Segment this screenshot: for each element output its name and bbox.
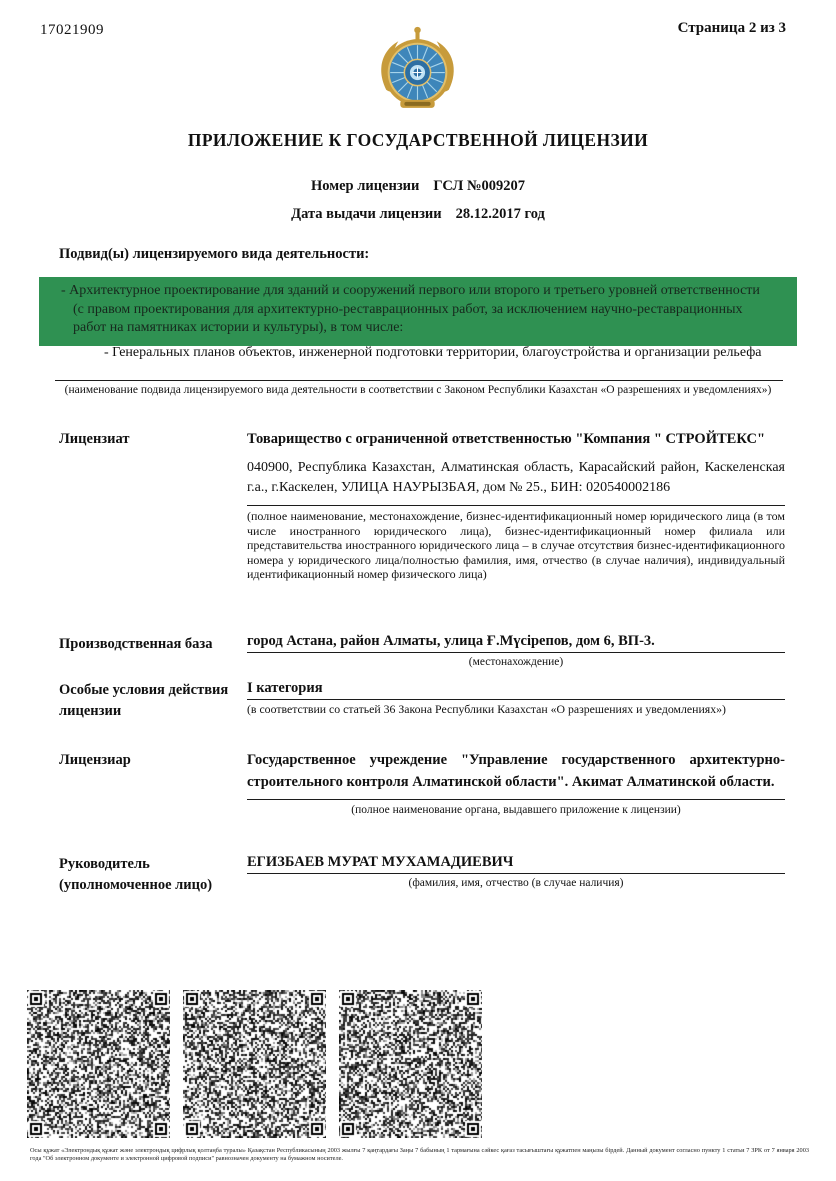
qr-code (183, 990, 326, 1138)
subtypes-heading: Подвид(ы) лицензируемого вида деятельности: (59, 246, 370, 262)
licensee-value (247, 429, 785, 582)
qr-code (27, 990, 170, 1138)
license-number-line (0, 178, 836, 195)
license-date-label: Дата выдачи лицензии (291, 206, 442, 222)
special-conditions-category: I категория (247, 680, 785, 700)
page-title: ПРИЛОЖЕНИЕ К ГОСУДАРСТВЕННОЙ ЛИЦЕНЗИИ (187, 130, 649, 150)
licensee-label: Лицензиат (59, 431, 130, 447)
legal-disclaimer: Осы құжат «Электрондық құжат және электрондық цифрлық қолтаңба туралы» Қазақстан Республикасының 2003 жылғы 7 қаңтардағы Заңы 7 бабының 1 тармағына сәйкес қағаз тасығыштағы құжатпен маңызы бірдей. Данный документ согласно пункту 1 статьи 7 ЗРК от 7 января 2003 года "Об электронном документе и электронной цифровой подписи" равнозначен документу на бумажном носителе. (30, 1147, 809, 1163)
head-person-value (247, 854, 785, 892)
subtypes-caption: (наименование подвида лицензируемого вида деятельности в соответствии с Законом Республики Казахстан «О разрешениях и уведомлениях») (64, 384, 772, 396)
license-date-line (0, 206, 836, 223)
production-base-address: город Астана, район Алматы, улица Ғ.Мүсірепов, дом 6, ВП-3. (247, 633, 785, 653)
licensee-name: Товарищество с ограниченной ответственностью "Компания " СТРОЙТЕКС" (247, 431, 765, 447)
license-number-label: Номер лицензии (310, 178, 420, 194)
licensee-caption: (полное наименование, местонахождение, бизнес-идентификационный номер юридического лица (в том числе иностранного юридического лица), бизнес-идентификационный номер филиала или представительства иностранного юридического лица – в случае отсутствия бизнес-идентификационного номера у юридического лица/полностью фамилия, имя, отчество (в случае наличия), индивидуальный идентификационный номер физического лица) (247, 505, 785, 582)
licensee-address: 040900, Республика Казахстан, Алматинская область, Карасайский район, Каскеленская г.а., г.Каскелен, УЛИЦА НАУРЫЗБАЯ, дом № 25., БИН: 020540002186 (247, 460, 785, 495)
highlighted-subtype (39, 277, 797, 346)
licensor-caption: (полное наименование органа, выдавшего приложение к лицензии) (247, 799, 785, 819)
licensor-value (247, 750, 785, 818)
licensor-label: Лицензиар (59, 752, 131, 768)
qr-code (339, 990, 482, 1138)
head-person-caption: (фамилия, имя, отчество (в случае наличия) (408, 877, 624, 889)
highlighted-subtype-text: - Архитектурное проектирование для зданий и сооружений первого или второго и третьего уровней ответственности (с правом проектирования для архитектурно-реставрационных работ, за исключением научно-реставрационных работ на памятниках истории и культуры), в том числе: (61, 283, 760, 336)
subtype-sub-item (104, 343, 792, 362)
qr-code-row (27, 990, 482, 1138)
page-indicator: Страница 2 из 3 (677, 20, 786, 36)
head-person-name: ЕГИЗБАЕВ МУРАТ МУХАМАДИЕВИЧ (247, 854, 785, 874)
license-date-value: 28.12.2017 год (455, 206, 545, 222)
subtypes-underline (55, 380, 783, 381)
production-base-caption: (местонахождение) (468, 656, 564, 668)
special-conditions-label: Особые условия действия лицензии (59, 682, 229, 719)
licensor-name: Государственное учреждение "Управление государственного архитектурно-строительного контроля Алматинской области". Акимат Алматинской области. (247, 752, 785, 790)
special-conditions-caption: (в соответствии со статьей 36 Закона Республики Казахстан «О разрешениях и уведомлениях») (247, 702, 726, 716)
special-conditions-value (247, 680, 785, 716)
subtype-sub-item-text: - Генеральных планов объектов, инженерной подготовки территории, благоустройства и организации рельефа (104, 345, 762, 360)
production-base-label: Производственная база (59, 636, 213, 652)
kazakhstan-coat-of-arms-icon (371, 23, 464, 116)
license-number-value: ГСЛ №009207 (433, 178, 526, 194)
production-base-value (247, 633, 785, 671)
document-number: 17021909 (40, 22, 104, 38)
head-person-label: Руководитель (уполномоченное лицо) (59, 856, 213, 893)
